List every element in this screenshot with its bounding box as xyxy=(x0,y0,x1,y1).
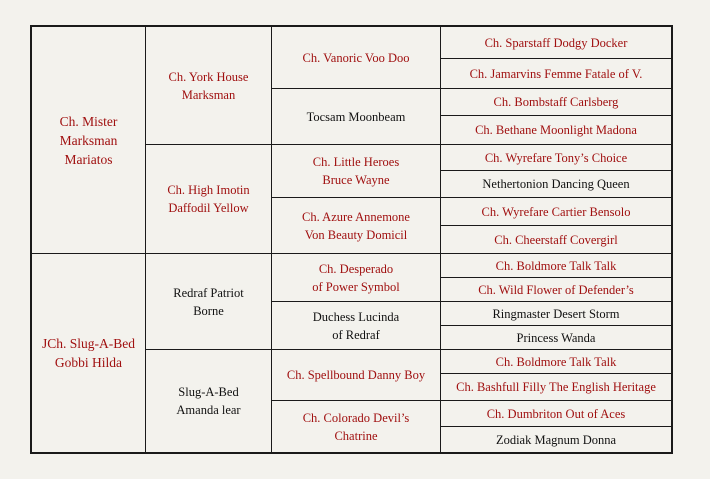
dam-dam-cell xyxy=(145,349,272,454)
gen4-cell-16 xyxy=(440,426,673,454)
gen3-cell-2 xyxy=(271,88,441,145)
gen3-cell-3 xyxy=(271,144,441,198)
gen3-cell-7 xyxy=(271,349,441,401)
dam-sire-name: Redraf Patriot Borne xyxy=(173,285,244,318)
sire-sire-cell xyxy=(145,25,272,145)
gen4-name-5: Ch. Wyrefare Tony’s Choice xyxy=(484,150,628,165)
gen4-cell-14 xyxy=(440,373,673,401)
gen3-name-3: Ch. Little Heroes Bruce Wayne xyxy=(312,155,400,187)
gen4-name-3: Ch. Bombstaff Carlsberg xyxy=(493,95,619,109)
gen4-name-9: Ch. Boldmore Talk Talk xyxy=(495,258,617,273)
gen4-name-8: Ch. Cheerstaff Covergirl xyxy=(494,232,618,247)
sire-name: Ch. Mister Marksman Mariatos xyxy=(59,113,118,167)
gen4-name-12: Princess Wanda xyxy=(516,330,596,345)
gen4-name-4: Ch. Bethane Moonlight Madona xyxy=(475,123,637,137)
dam-name: JCh. Slug-A-Bed Gobbi Hilda xyxy=(41,336,135,370)
gen4-name-6: Nethertonion Dancing Queen xyxy=(482,177,630,191)
gen4-cell-5 xyxy=(440,144,673,171)
gen4-cell-11 xyxy=(440,301,673,326)
gen4-cell-2 xyxy=(440,58,673,89)
gen4-cell-12 xyxy=(440,325,673,350)
gen4-cell-10 xyxy=(440,277,673,302)
gen3-cell-1 xyxy=(271,25,441,89)
gen4-cell-9 xyxy=(440,253,673,278)
gen3-name-7: Ch. Spellbound Danny Boy xyxy=(286,368,426,382)
gen4-name-11: Ringmaster Desert Storm xyxy=(492,306,620,321)
gen4-name-16: Zodiak Magnum Donna xyxy=(495,432,617,447)
gen4-name-1: Ch. Sparstaff Dodgy Docker xyxy=(484,35,628,50)
gen3-name-1: Ch. Vanoric Voo Doo xyxy=(302,50,410,65)
sire-dam-name: Ch. High Imotin Daffodil Yellow xyxy=(167,183,250,215)
gen4-cell-6 xyxy=(440,170,673,198)
gen4-cell-1 xyxy=(440,25,673,59)
sire-sire-name: Ch. York House Marksman xyxy=(168,69,249,102)
gen3-name-2: Tocsam Moonbeam xyxy=(306,109,406,124)
gen3-cell-8 xyxy=(271,400,441,454)
gen3-name-4: Ch. Azure Annemone Von Beauty Domicil xyxy=(302,209,410,242)
gen4-name-2: Ch. Jamarvins Femme Fatale of V. xyxy=(469,66,643,81)
gen3-name-8: Ch. Colorado Devil’s Chatrine xyxy=(302,410,410,443)
gen4-cell-15 xyxy=(440,400,673,427)
gen4-cell-8 xyxy=(440,225,673,254)
gen4-name-14: Ch. Bashfull Filly The English Heritage xyxy=(456,380,656,394)
gen4-cell-13 xyxy=(440,349,673,374)
gen3-cell-4 xyxy=(271,197,441,254)
sire-dam-cell xyxy=(145,144,272,254)
gen4-name-15: Ch. Dumbriton Out of Aces xyxy=(486,406,626,421)
gen3-name-5: Ch. Desperado of Power Symbol xyxy=(312,261,400,294)
gen4-cell-7 xyxy=(440,197,673,226)
gen3-cell-5 xyxy=(271,253,441,302)
gen3-name-6: Duchess Lucinda of Redraf xyxy=(312,309,400,342)
pedigree-table xyxy=(30,25,673,454)
gen4-cell-4 xyxy=(440,115,673,145)
sire-cell xyxy=(30,25,146,254)
dam-sire-cell xyxy=(145,253,272,350)
dam-cell xyxy=(30,253,146,454)
gen4-name-10: Ch. Wild Flower of Defender’s xyxy=(478,282,634,297)
dam-dam-name: Slug-A-Bed Amanda lear xyxy=(176,385,241,417)
gen4-name-7: Ch. Wyrefare Cartier Bensolo xyxy=(481,204,631,219)
gen3-cell-6 xyxy=(271,301,441,350)
gen4-name-13: Ch. Boldmore Talk Talk xyxy=(495,354,617,369)
gen4-cell-3 xyxy=(440,88,673,116)
